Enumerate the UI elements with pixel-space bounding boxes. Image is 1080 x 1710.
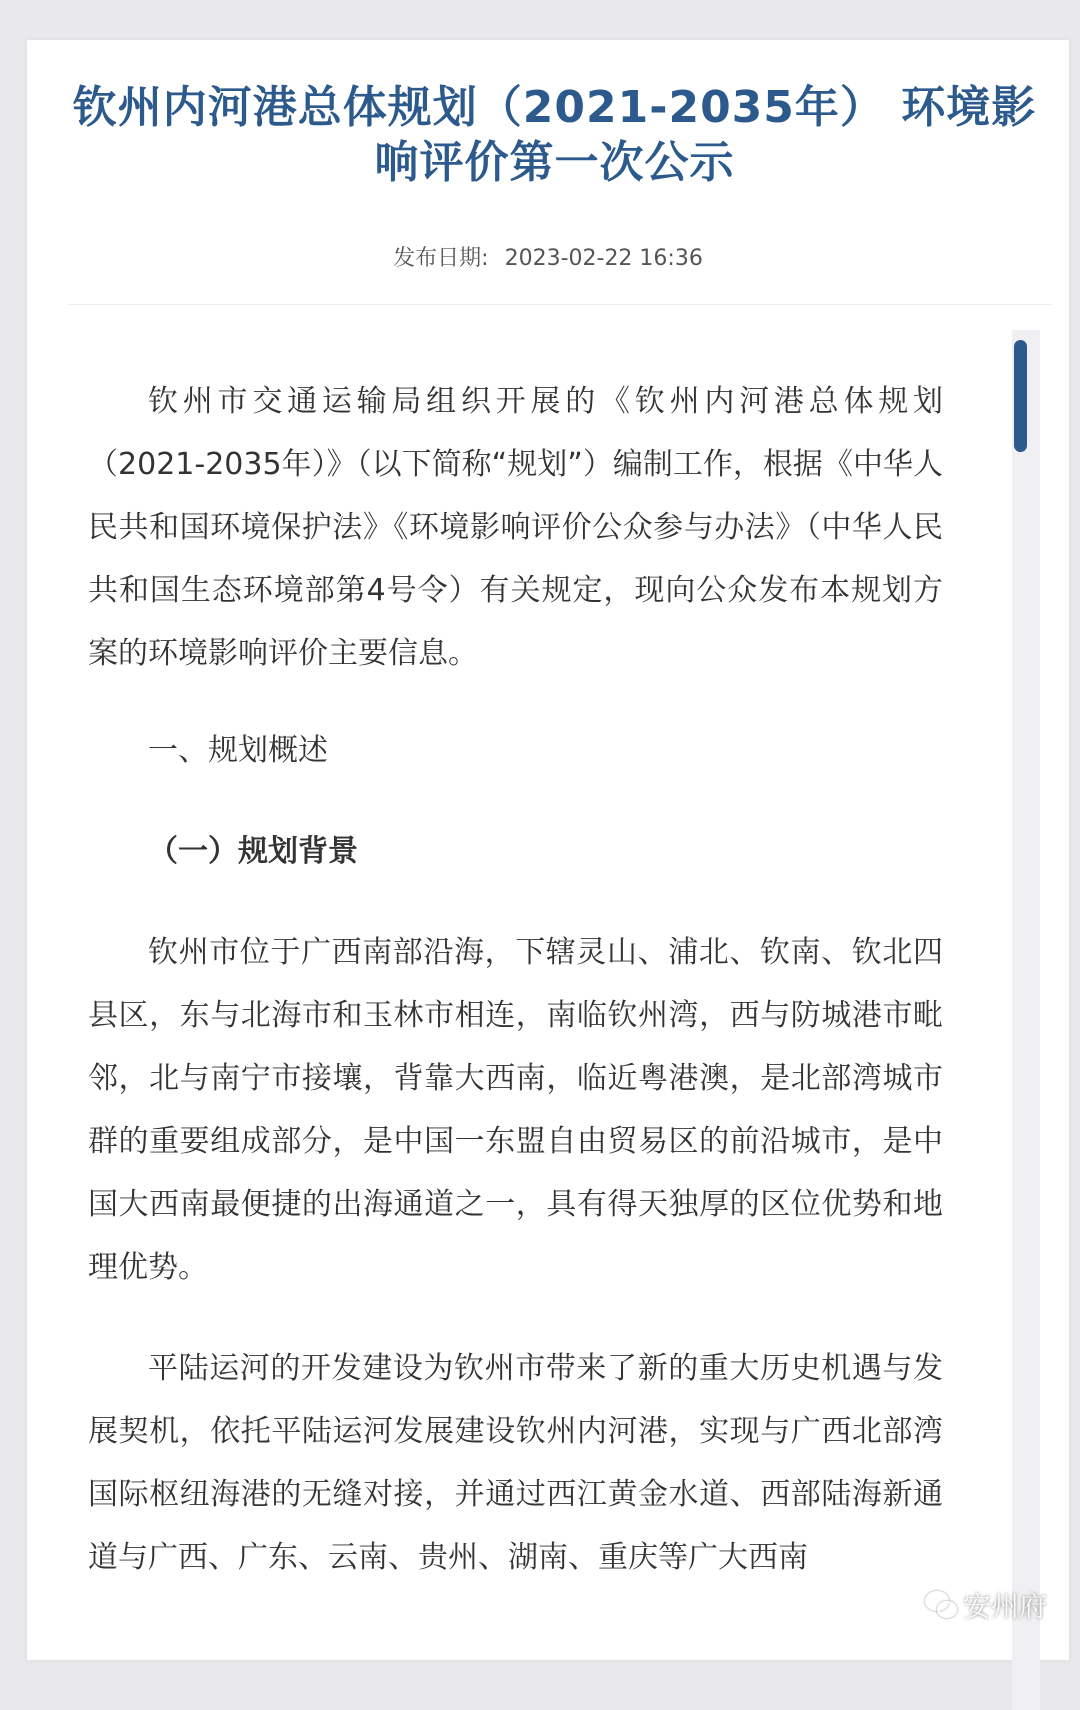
article-body [88, 370, 943, 1589]
wechat-icon [925, 1591, 957, 1619]
background-paragraph: 钦州市位于广西南部沿海，下辖灵山、浦北、钦南、钦北四县区，东与北海市和玉林市相连，南临钦州湾，西与防城港市毗邻，北与南宁市接壤，背靠大西南，临近粤港澳，是北部湾城市群的重要组成部分，是中国一东盟自由贸易区的前沿城市，是中国大西南最便捷的出海通道之一，具有得天独厚的区位优势和地理优势。 [88, 935, 943, 1285]
watermark [925, 1585, 1047, 1625]
article-title: 钦州内河港总体规划（2021-2035年） 环境影响评价第一次公示 [72, 82, 1037, 188]
publish-date-value: 2023-02-22 16:36 [504, 246, 703, 271]
subsection-heading-background: （一）规划背景 [148, 834, 358, 869]
section-heading-overview: 一、规划概述 [148, 733, 328, 768]
publish-info [27, 244, 1069, 274]
watermark-text: 安州府 [963, 1590, 1048, 1623]
scrollbar-track[interactable] [1012, 330, 1040, 1710]
canal-paragraph: 平陆运河的开发建设为钦州市带来了新的重大历史机遇与发展契机，依托平陆运河发展建设钦州内河港，实现与广西北部湾国际枢纽海港的无缝对接，并通过西江黄金水道、西部陆海新通道与广西、广东、云南、贵州、湖南、重庆等广大西南 [88, 1351, 943, 1575]
publish-date-label: 发布日期: [393, 246, 489, 271]
scrollbar-thumb[interactable] [1014, 340, 1027, 452]
title-divider [67, 304, 1052, 305]
intro-paragraph: 钦州市交通运输局组织开展的《钦州内河港总体规划（2021-2035年）》（以下简称“规划”）编制工作，根据《中华人民共和国环境保护法》《环境影响评价公众参与办法》（中华人民共和国生态环境部第4号令）有关规定，现向公众发布本规划方案的环境影响评价主要信息。 [88, 384, 943, 671]
article-card [27, 40, 1069, 1660]
